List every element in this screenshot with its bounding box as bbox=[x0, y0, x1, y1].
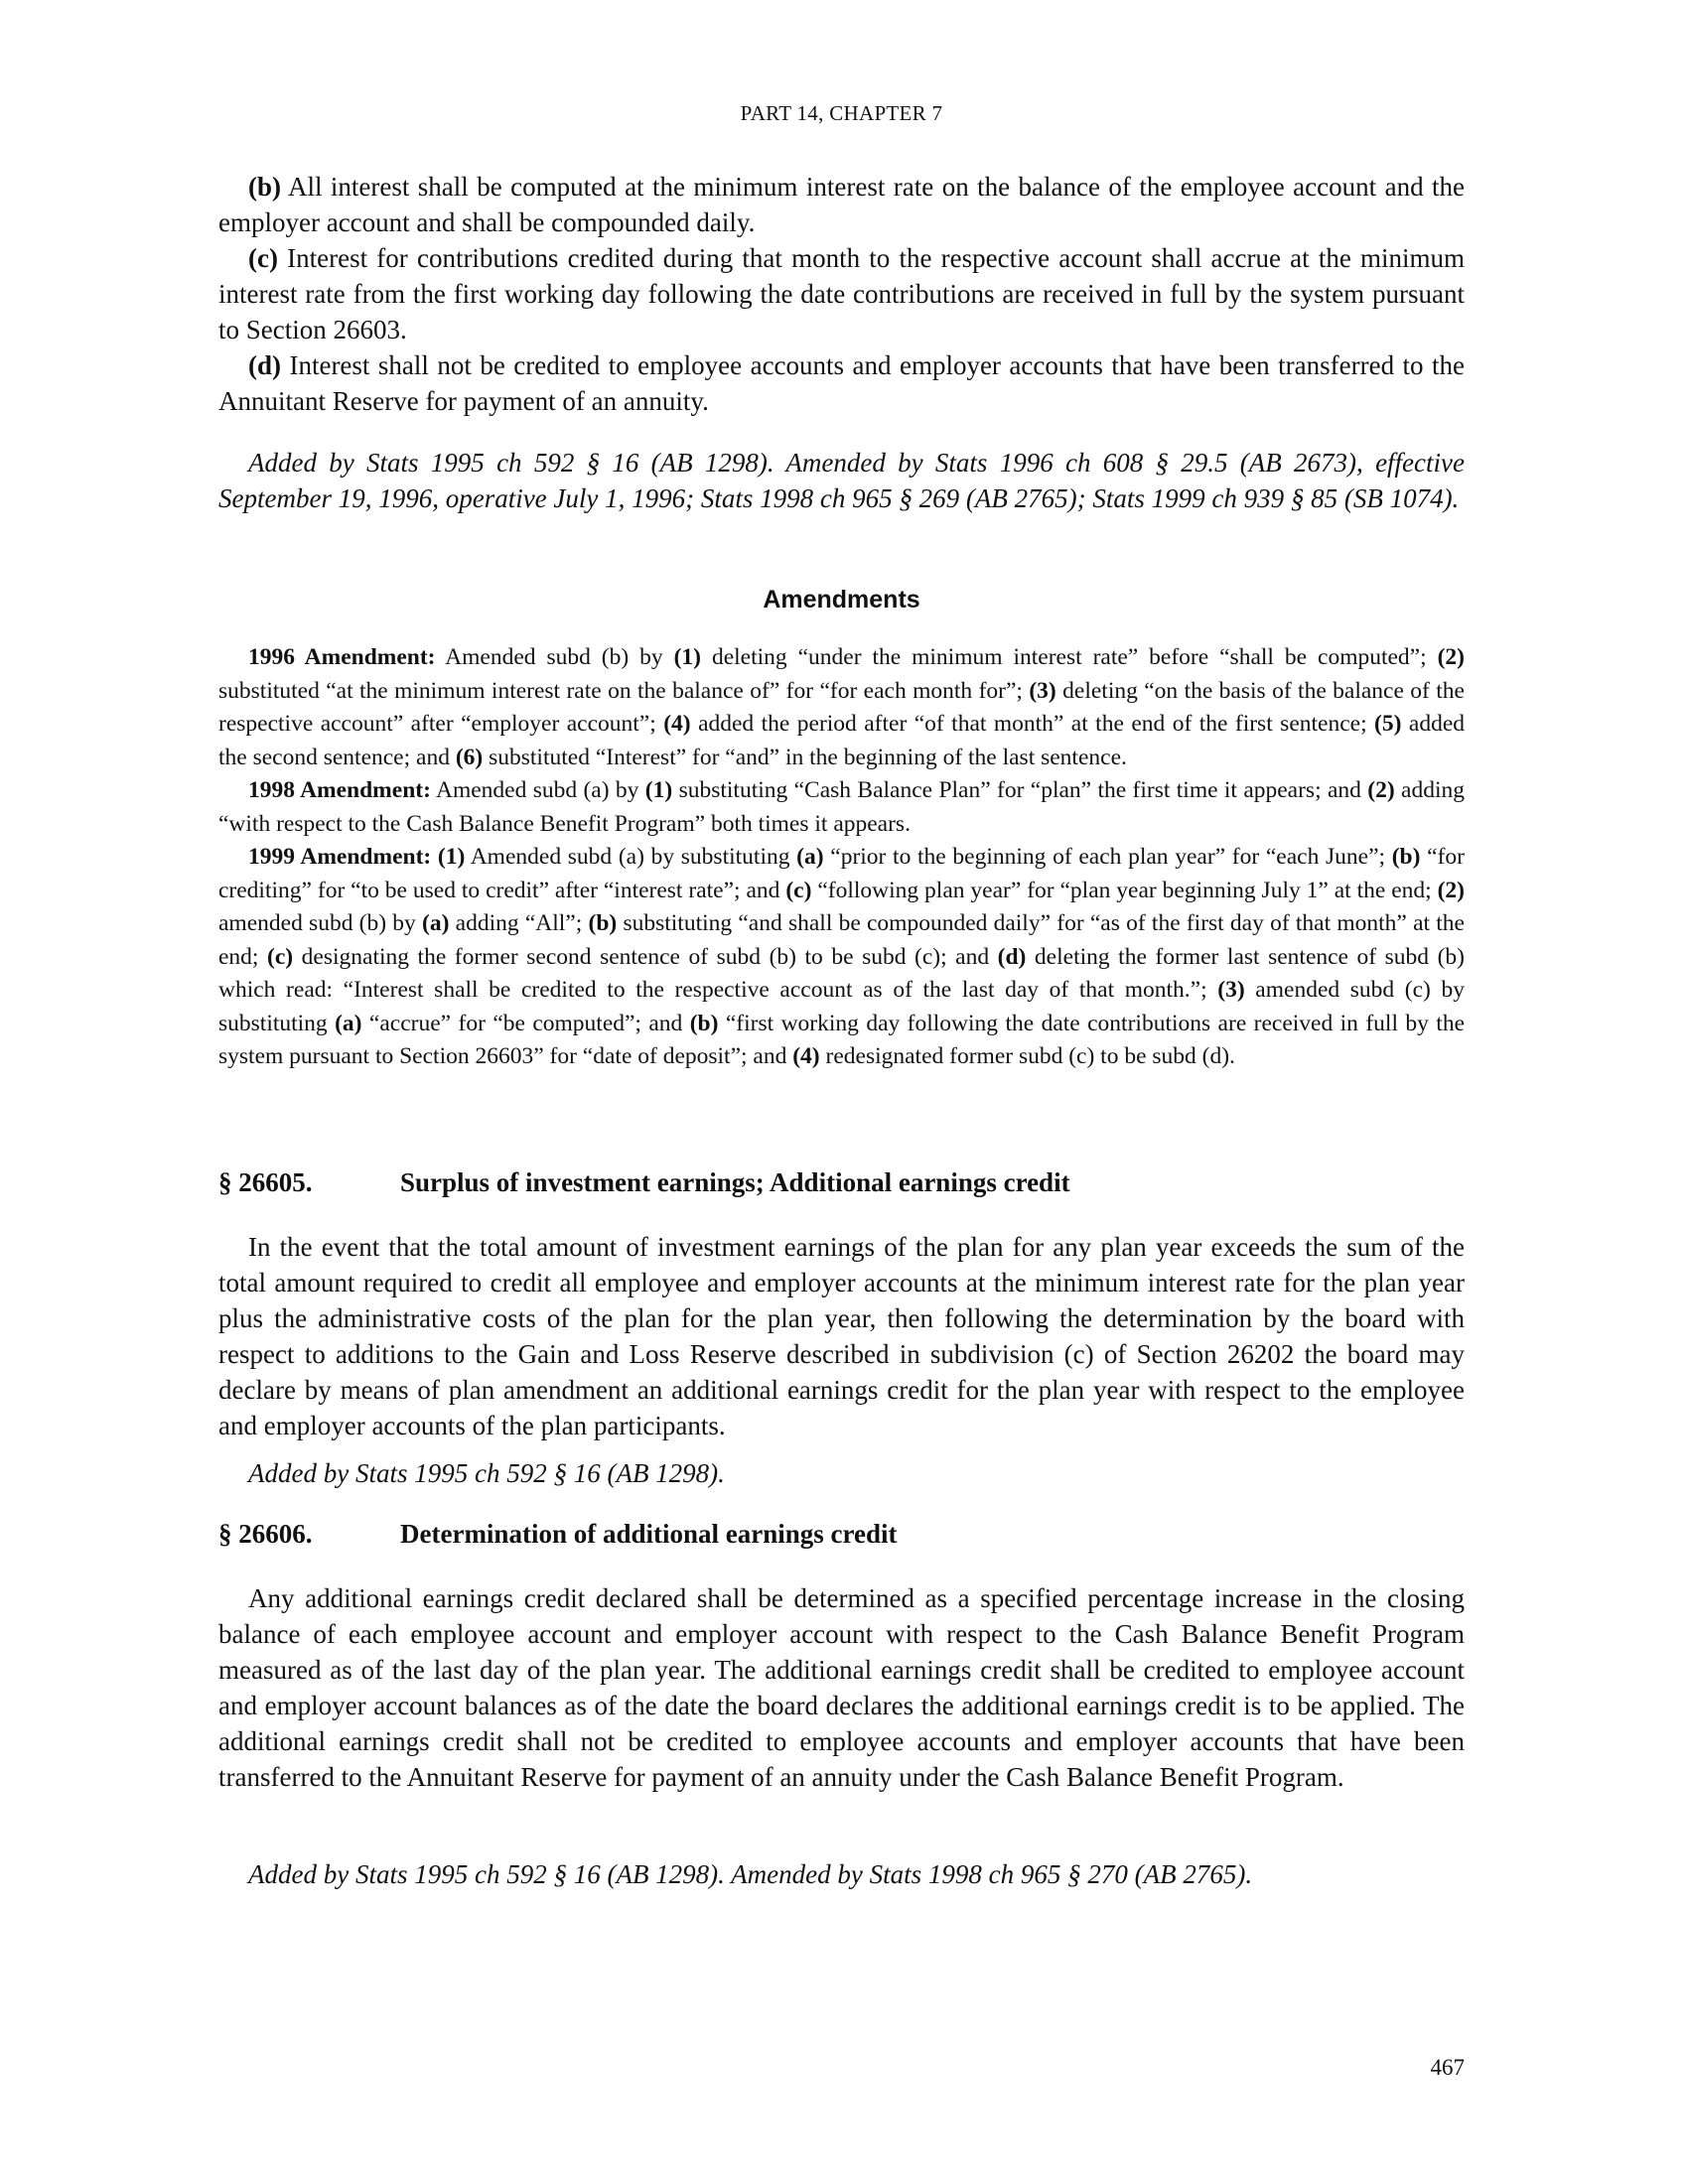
amendment-item-label: (a) bbox=[422, 910, 450, 936]
section-body-26605: In the event that the total amount of investment earnings of the plan for any plan year exceeds the sum of the total amount required to credit all employee and employer accounts at the minimum interest rate for the plan year plus the administrative costs of the plan for the plan year, then following the determination by the board with respect to additions to the Gain and Loss Reserve described in subdivision (c) of Section 26202 the board may declare by means of plan amendment an additional earnings credit for the plan year with respect to the employee and employer accounts of the plan participants. bbox=[218, 1232, 1465, 1440]
subdivision-c bbox=[218, 240, 1465, 347]
amendment-item-label: (3) bbox=[1217, 977, 1245, 1003]
section-body-26606: Any additional earnings credit declared shall be determined as a specified percentage increase in the closing balance of each employee account and employer account with respect to the Cash Balance Benefit Program measured as of the last day of the plan year. The additional earnings credit shall be credited to employee account and employer account balances as of the date the board declares the additional earnings credit is to be applied. The additional earnings credit shall not be credited to employee accounts and employer accounts that have been transferred to the Annuitant Reserve for payment of an annuity under the Cash Balance Benefit Program. bbox=[218, 1583, 1465, 1792]
subdivisions bbox=[218, 169, 1465, 419]
amendments-list bbox=[218, 641, 1465, 1074]
amendment-text: deleting “under the minimum interest rate” before “shall be computed”; bbox=[701, 644, 1438, 670]
amendment-text: Amended subd (a) by substituting bbox=[465, 844, 797, 870]
amendment-item-label: (b) bbox=[689, 1010, 719, 1036]
amendment-text: designating the former second sentence of subd (b) to be subd (c); and bbox=[293, 943, 998, 970]
amendment-item-label: (d) bbox=[997, 943, 1027, 970]
section-heading-26606 bbox=[218, 1519, 1465, 1550]
subdivision-d bbox=[218, 347, 1465, 419]
subdivision-label: (c) bbox=[248, 243, 278, 273]
subdivision-label: (b) bbox=[248, 172, 281, 202]
amendment-item-label: (1) bbox=[673, 644, 701, 670]
amendment-item-label: (b) bbox=[588, 910, 618, 936]
subdivision-b bbox=[218, 169, 1465, 240]
amendment-text: deleting the former last sentence of subd (b) which read: “Interest shall be credited to the respective account as of the last day of that month.”; bbox=[218, 943, 1465, 1003]
amendment-item-label: (5) bbox=[1374, 711, 1402, 737]
amendment-item-label: (4) bbox=[792, 1043, 820, 1069]
page-number: 467 bbox=[1430, 2055, 1465, 2080]
amendment-item-label: (2) bbox=[1437, 644, 1465, 670]
amendment-note bbox=[218, 641, 1465, 774]
amendment-text: “prior to the beginning of each plan year” for “each June”; bbox=[823, 844, 1392, 870]
amendments-heading: Amendments bbox=[763, 586, 920, 614]
running-head: PART 14, CHAPTER 7 bbox=[740, 101, 943, 125]
amendment-text: substituting “Cash Balance Plan” for “plan” the first time it appears; and bbox=[672, 777, 1368, 803]
amendment-text: amended subd (c) by substituting bbox=[218, 977, 1465, 1036]
amendment-text: “accrue” for “be computed”; and bbox=[361, 1010, 690, 1036]
amendment-item-label: (c) bbox=[785, 877, 812, 903]
history-note-26606: Added by Stats 1995 ch 592 § 16 (AB 1298). Amended by Stats 1998 ch 965 § 270 (AB 2765). bbox=[248, 1859, 1253, 1889]
amendment-text: “first working day following the date contributions are received in full by the system pursuant to Section 26603” for “date of deposit”; and bbox=[218, 1010, 1466, 1069]
amendment-text: redesignated former subd (c) to be subd (d). bbox=[819, 1043, 1235, 1069]
amendment-note bbox=[218, 774, 1465, 841]
history-note-26605: Added by Stats 1995 ch 592 § 16 (AB 1298). bbox=[248, 1458, 725, 1488]
section-title: Surplus of investment earnings; Additional earnings credit bbox=[400, 1167, 1070, 1197]
amendment-text: added the period after “of that month” at the end of the first sentence; bbox=[690, 711, 1375, 737]
amendment-note bbox=[218, 841, 1465, 1074]
amendment-text: adding “with respect to the Cash Balance Benefit Program” both times it appears. bbox=[218, 777, 1466, 837]
amendment-text: Amended subd (a) by bbox=[430, 777, 645, 803]
section-number: § 26606. bbox=[218, 1519, 313, 1549]
section-title: Determination of additional earnings credit bbox=[400, 1519, 898, 1549]
subdivision-text: All interest shall be computed at the minimum interest rate on the balance of the employee account and the employer account and shall be compounded daily. bbox=[218, 172, 1465, 237]
amendment-text bbox=[431, 844, 438, 870]
amendment-title: 1998 Amendment: bbox=[248, 777, 431, 803]
amendment-text: deleting “on the basis of the balance of the respective account” after “employer account”; bbox=[218, 677, 1465, 737]
amendment-item-label: (a) bbox=[335, 1010, 362, 1036]
history-note-26604: Added by Stats 1995 ch 592 § 16 (AB 1298). Amended by Stats 1996 ch 608 § 29.5 (AB 2673), effective September 19, 1996, operative July 1, 1996; Stats 1998 ch 965 § 269 (AB 2765); Stats 1999 ch 939 § 85 (SB 1074). bbox=[218, 448, 1465, 513]
amendment-item-label: (2) bbox=[1437, 877, 1466, 903]
amendment-text: “for crediting” for “to be used to credit” after “interest rate”; and bbox=[218, 844, 1465, 903]
amendment-item-label: (6) bbox=[455, 744, 484, 770]
amendment-text: “following plan year” for “plan year beginning July 1” at the end; bbox=[811, 877, 1438, 903]
amendment-text: added the second sentence; and bbox=[218, 711, 1466, 770]
section-heading-26605 bbox=[218, 1167, 1465, 1198]
subdivision-label: (d) bbox=[248, 350, 281, 380]
amendment-title: 1999 Amendment: bbox=[248, 844, 432, 870]
subdivision-text: Interest shall not be credited to employee accounts and employer accounts that have been transferred to the Annuitant Reserve for payment of an annuity. bbox=[218, 350, 1465, 416]
amendment-item-label: (c) bbox=[267, 943, 294, 970]
amendment-item-label: (1) bbox=[437, 844, 466, 870]
section-number: § 26605. bbox=[218, 1167, 313, 1197]
amendment-item-label: (2) bbox=[1367, 777, 1395, 803]
amendment-text: adding “All”; bbox=[449, 910, 589, 936]
amendment-text: substituting “and shall be compounded daily” for “as of the first day of that month” at the end; bbox=[218, 910, 1465, 970]
amendment-text: amended subd (b) by bbox=[218, 910, 423, 936]
amendment-text: substituted “Interest” for “and” in the beginning of the last sentence. bbox=[483, 744, 1127, 770]
amendment-item-label: (3) bbox=[1029, 677, 1056, 704]
amendment-text: substituted “at the minimum interest rate on the balance of” for “for each month for”; bbox=[218, 677, 1030, 704]
amendment-title: 1996 Amendment: bbox=[248, 644, 436, 670]
subdivision-text: Interest for contributions credited during that month to the respective account shall accrue at the minimum interest rate from the first working day following the date contributions are received in full by the system pursuant to Section 26603. bbox=[218, 243, 1465, 344]
amendment-item-label: (1) bbox=[644, 777, 673, 803]
amendment-item-label: (a) bbox=[796, 844, 824, 870]
amendment-item-label: (4) bbox=[663, 711, 691, 737]
amendment-text: Amended subd (b) by bbox=[435, 644, 674, 670]
amendment-item-label: (b) bbox=[1391, 844, 1421, 870]
